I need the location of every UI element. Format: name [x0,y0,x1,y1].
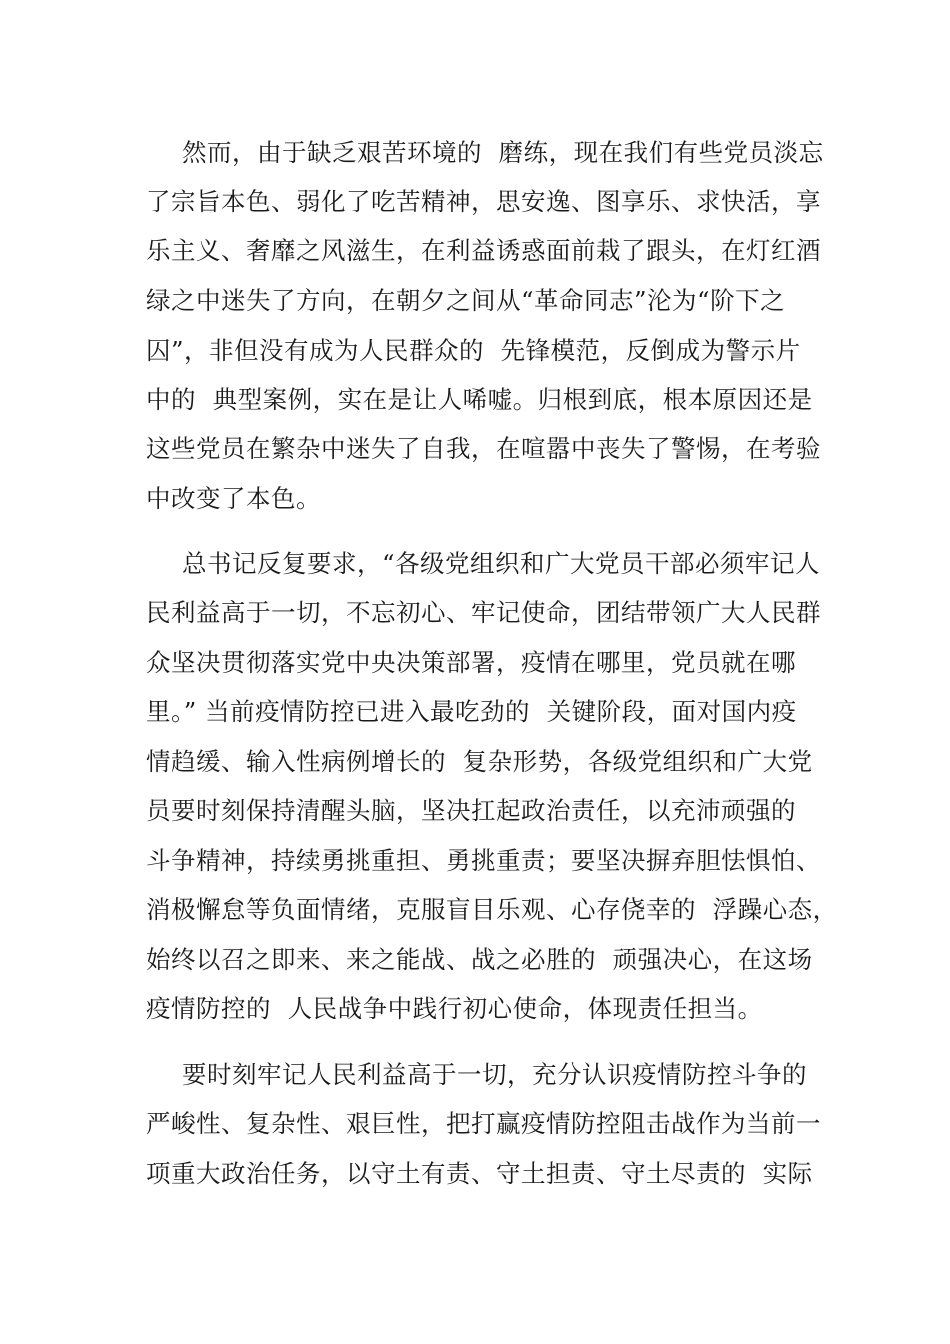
paragraph-line: 囚”，非但没有成为人民群众的 先锋模范，反倒成为警示片 [146,336,801,365]
paragraph-line: 民利益高于一切，不忘初心、牢记使命，团结带领广大人民群 [146,598,821,627]
paragraph-line: 要时刻牢记人民利益高于一切，充分认识疫情防控斗争的 [182,1060,807,1089]
paragraph-line: 了宗旨本色、弱化了吃苦精神，思安逸、图享乐、求快活，享 [146,187,821,216]
paragraph-line: 绿之中迷失了方向，在朝夕之间从“革命同志”沦为“阶下之 [146,286,786,315]
paragraph-line: 始终以召之即来、来之能战、战之必胜的 顽强决心，在这场 [146,945,813,974]
paragraph-line: 总书记反复要求，“各级党组织和广大党员干部必须牢记人 [182,549,821,578]
paragraph-line: 项重大政治任务，以守土有责、守土担责、守土尽责的 实际 [146,1159,813,1188]
paragraph-line: 消极懈怠等负面情绪，克服盲目乐观、心存侥幸的 浮躁心态， [146,895,838,924]
paragraph-line: 这些党员在繁杂中迷失了自我，在喧嚣中丧失了警惕，在考验 [146,434,821,463]
paragraph-line: 员要时刻保持清醒头脑，坚决扛起政治责任，以充沛顽强的 [146,796,796,825]
paragraph-line: 里。” 当前疫情防控已进入最吃劲的 关键阶段，面对国内疫 [146,697,797,726]
paragraph-line: 然而，由于缺乏艰苦环境的 磨练，现在我们有些党员淡忘 [182,138,824,167]
paragraph-line: 斗争精神，持续勇挑重担、勇挑重责；要坚决摒弃胆怯惧怕、 [146,846,821,875]
paragraph-line: 疫情防控的 人民战争中践行初心使命，体现责任担当。 [146,994,763,1023]
paragraph-line: 情趋缓、输入性病例增长的 复杂形势，各级党组织和广大党 [146,747,813,776]
paragraph-line: 众坚决贯彻落实党中央决策部署，疫情在哪里，党员就在哪 [146,648,796,677]
paragraph-line: 严峻性、复杂性、艰巨性，把打赢疫情防控阻击战作为当前一 [146,1109,821,1138]
paragraph-line: 中改变了本色。 [146,484,321,513]
paragraph-line: 中的 典型案例，实在是让人唏嘘。归根到底，根本原因还是 [146,385,813,414]
paragraph-line: 乐主义、奢靡之风滋生，在利益诱惑面前栽了跟头，在灯红酒 [146,236,821,265]
